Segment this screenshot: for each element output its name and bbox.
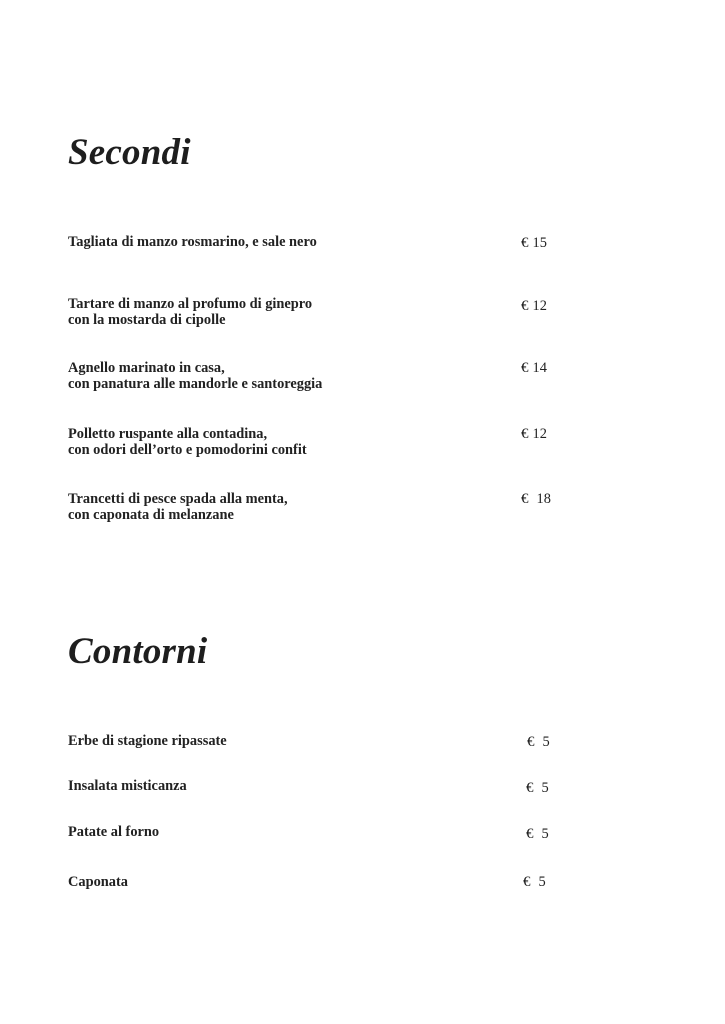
price-amount: 18 <box>536 491 551 507</box>
menu-item <box>68 234 488 250</box>
menu-item-name: Caponata <box>68 874 128 890</box>
menu-item <box>68 874 488 890</box>
menu-item-price <box>526 826 549 842</box>
menu-item-price <box>521 426 547 442</box>
currency-symbol: € <box>521 298 529 314</box>
menu-item-name: Erbe di stagione ripassate <box>68 733 227 749</box>
currency-symbol: € <box>521 235 529 251</box>
menu-item-name: Agnello marinato in casa, <box>68 360 225 376</box>
currency-symbol: € <box>521 491 529 507</box>
menu-item-description: con odori dell’orto e pomodorini confit <box>68 442 307 458</box>
menu-item <box>68 491 488 523</box>
menu-item-name: Polletto ruspante alla contadina, <box>68 426 268 442</box>
menu-item <box>68 778 488 794</box>
menu-item-price <box>526 780 549 796</box>
menu-item-price <box>523 874 546 890</box>
menu-item <box>68 733 488 749</box>
price-amount: 5 <box>541 780 549 796</box>
menu-item-price <box>521 491 551 507</box>
menu-item-price <box>521 298 547 314</box>
currency-symbol: € <box>521 426 529 442</box>
currency-symbol: € <box>526 780 534 796</box>
menu-item <box>68 360 488 392</box>
price-amount: 12 <box>532 298 547 314</box>
menu-item-name: Insalata misticanza <box>68 778 187 794</box>
menu-item-description: con caponata di melanzane <box>68 507 234 523</box>
currency-symbol: € <box>526 826 534 842</box>
menu-item <box>68 296 488 328</box>
section-title-secondi: Secondi <box>68 132 191 173</box>
menu-item-description: con panatura alle mandorle e santoreggia <box>68 376 323 392</box>
menu-item <box>68 426 488 458</box>
currency-symbol: € <box>521 360 529 376</box>
price-amount: 5 <box>542 734 550 750</box>
menu-item <box>68 824 488 840</box>
price-amount: 14 <box>532 360 547 376</box>
menu-item-name: Trancetti di pesce spada alla menta, <box>68 491 288 507</box>
currency-symbol: € <box>523 874 531 890</box>
menu-item-price <box>527 734 550 750</box>
price-amount: 12 <box>532 426 547 442</box>
currency-symbol: € <box>527 734 535 750</box>
price-amount: 15 <box>532 235 547 251</box>
menu-item-name: Tagliata di manzo rosmarino, e sale nero <box>68 234 317 250</box>
menu-item-name: Patate al forno <box>68 824 160 840</box>
section-title-contorni: Contorni <box>68 631 208 672</box>
menu-item-price <box>521 235 547 251</box>
menu-item-name: Tartare di manzo al profumo di ginepro <box>68 296 313 312</box>
menu-item-price <box>521 360 547 376</box>
menu-item-description: con la mostarda di cipolle <box>68 312 226 328</box>
price-amount: 5 <box>541 826 549 842</box>
price-amount: 5 <box>538 874 546 890</box>
